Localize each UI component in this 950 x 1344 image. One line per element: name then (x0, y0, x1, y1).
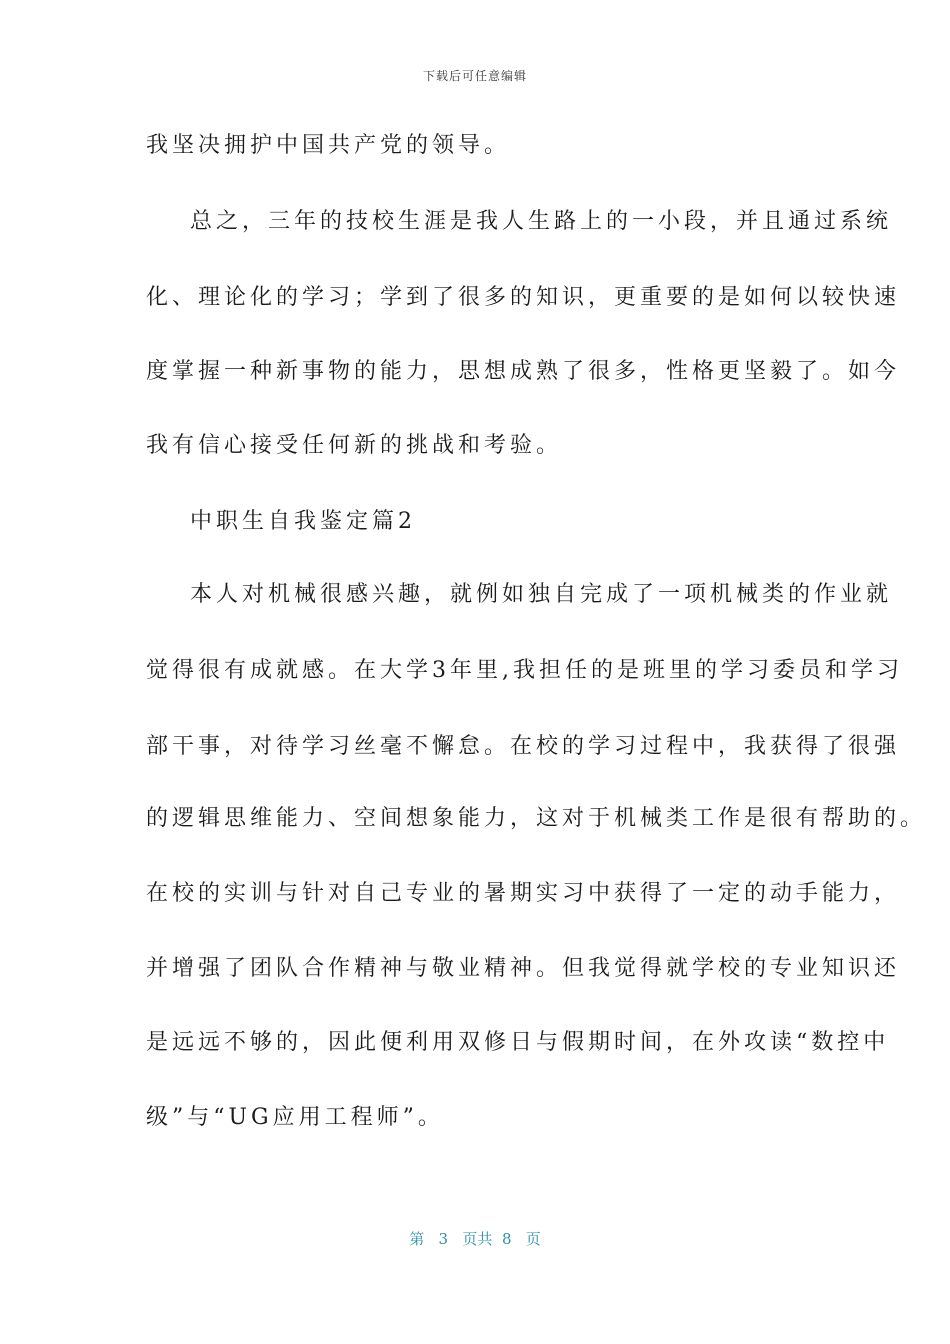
body-line: 我有信心接受任何新的挑战和考验。 (146, 433, 563, 458)
body-line: 度掌握一种新事物的能力，思想成熟了很多，性格更坚毅了。如今 (146, 359, 901, 384)
body-line: 觉得很有成就感。在大学3年里,我担任的是班里的学习委员和学习 (146, 658, 903, 683)
page-footer (0, 1228, 950, 1249)
footer-total-pages: 8 (501, 1230, 512, 1248)
body-line: 是远远不够的，因此便利用双修日与假期时间，在外攻读“数控中 (146, 1030, 890, 1055)
footer-label-total: 页共 (462, 1230, 493, 1248)
body-line: 化、理论化的学习；学到了很多的知识，更重要的是如何以较快速 (146, 285, 901, 310)
footer-current-page: 3 (438, 1230, 449, 1248)
section-heading: 中职生自我鉴定篇2 (190, 509, 416, 534)
footer-label-page: 第 (409, 1230, 425, 1248)
footer-label-end: 页 (525, 1230, 541, 1248)
body-line: 部干事，对待学习丝毫不懈怠。在校的学习过程中，我获得了很强 (146, 734, 901, 759)
body-line: 的逻辑思维能力、空间想象能力，这对于机械类工作是很有帮助的。 (146, 806, 927, 831)
body-line: 并增强了团队合作精神与敬业精神。但我觉得就学校的专业知识还 (146, 956, 901, 981)
body-line: 我坚决拥护中国共产党的领导。 (146, 133, 511, 158)
body-line: 级”与“UG应用工程师”。 (146, 1105, 444, 1130)
header-note: 下载后可任意编辑 (422, 69, 527, 83)
body-line: 在校的实训与针对自己专业的暑期实习中获得了一定的动手能力， (146, 881, 901, 906)
body-line: 总之，三年的技校生涯是我人生路上的一小段，并且通过系统 (190, 209, 893, 234)
body-line: 本人对机械很感兴趣，就例如独自完成了一项机械类的作业就 (190, 582, 893, 607)
